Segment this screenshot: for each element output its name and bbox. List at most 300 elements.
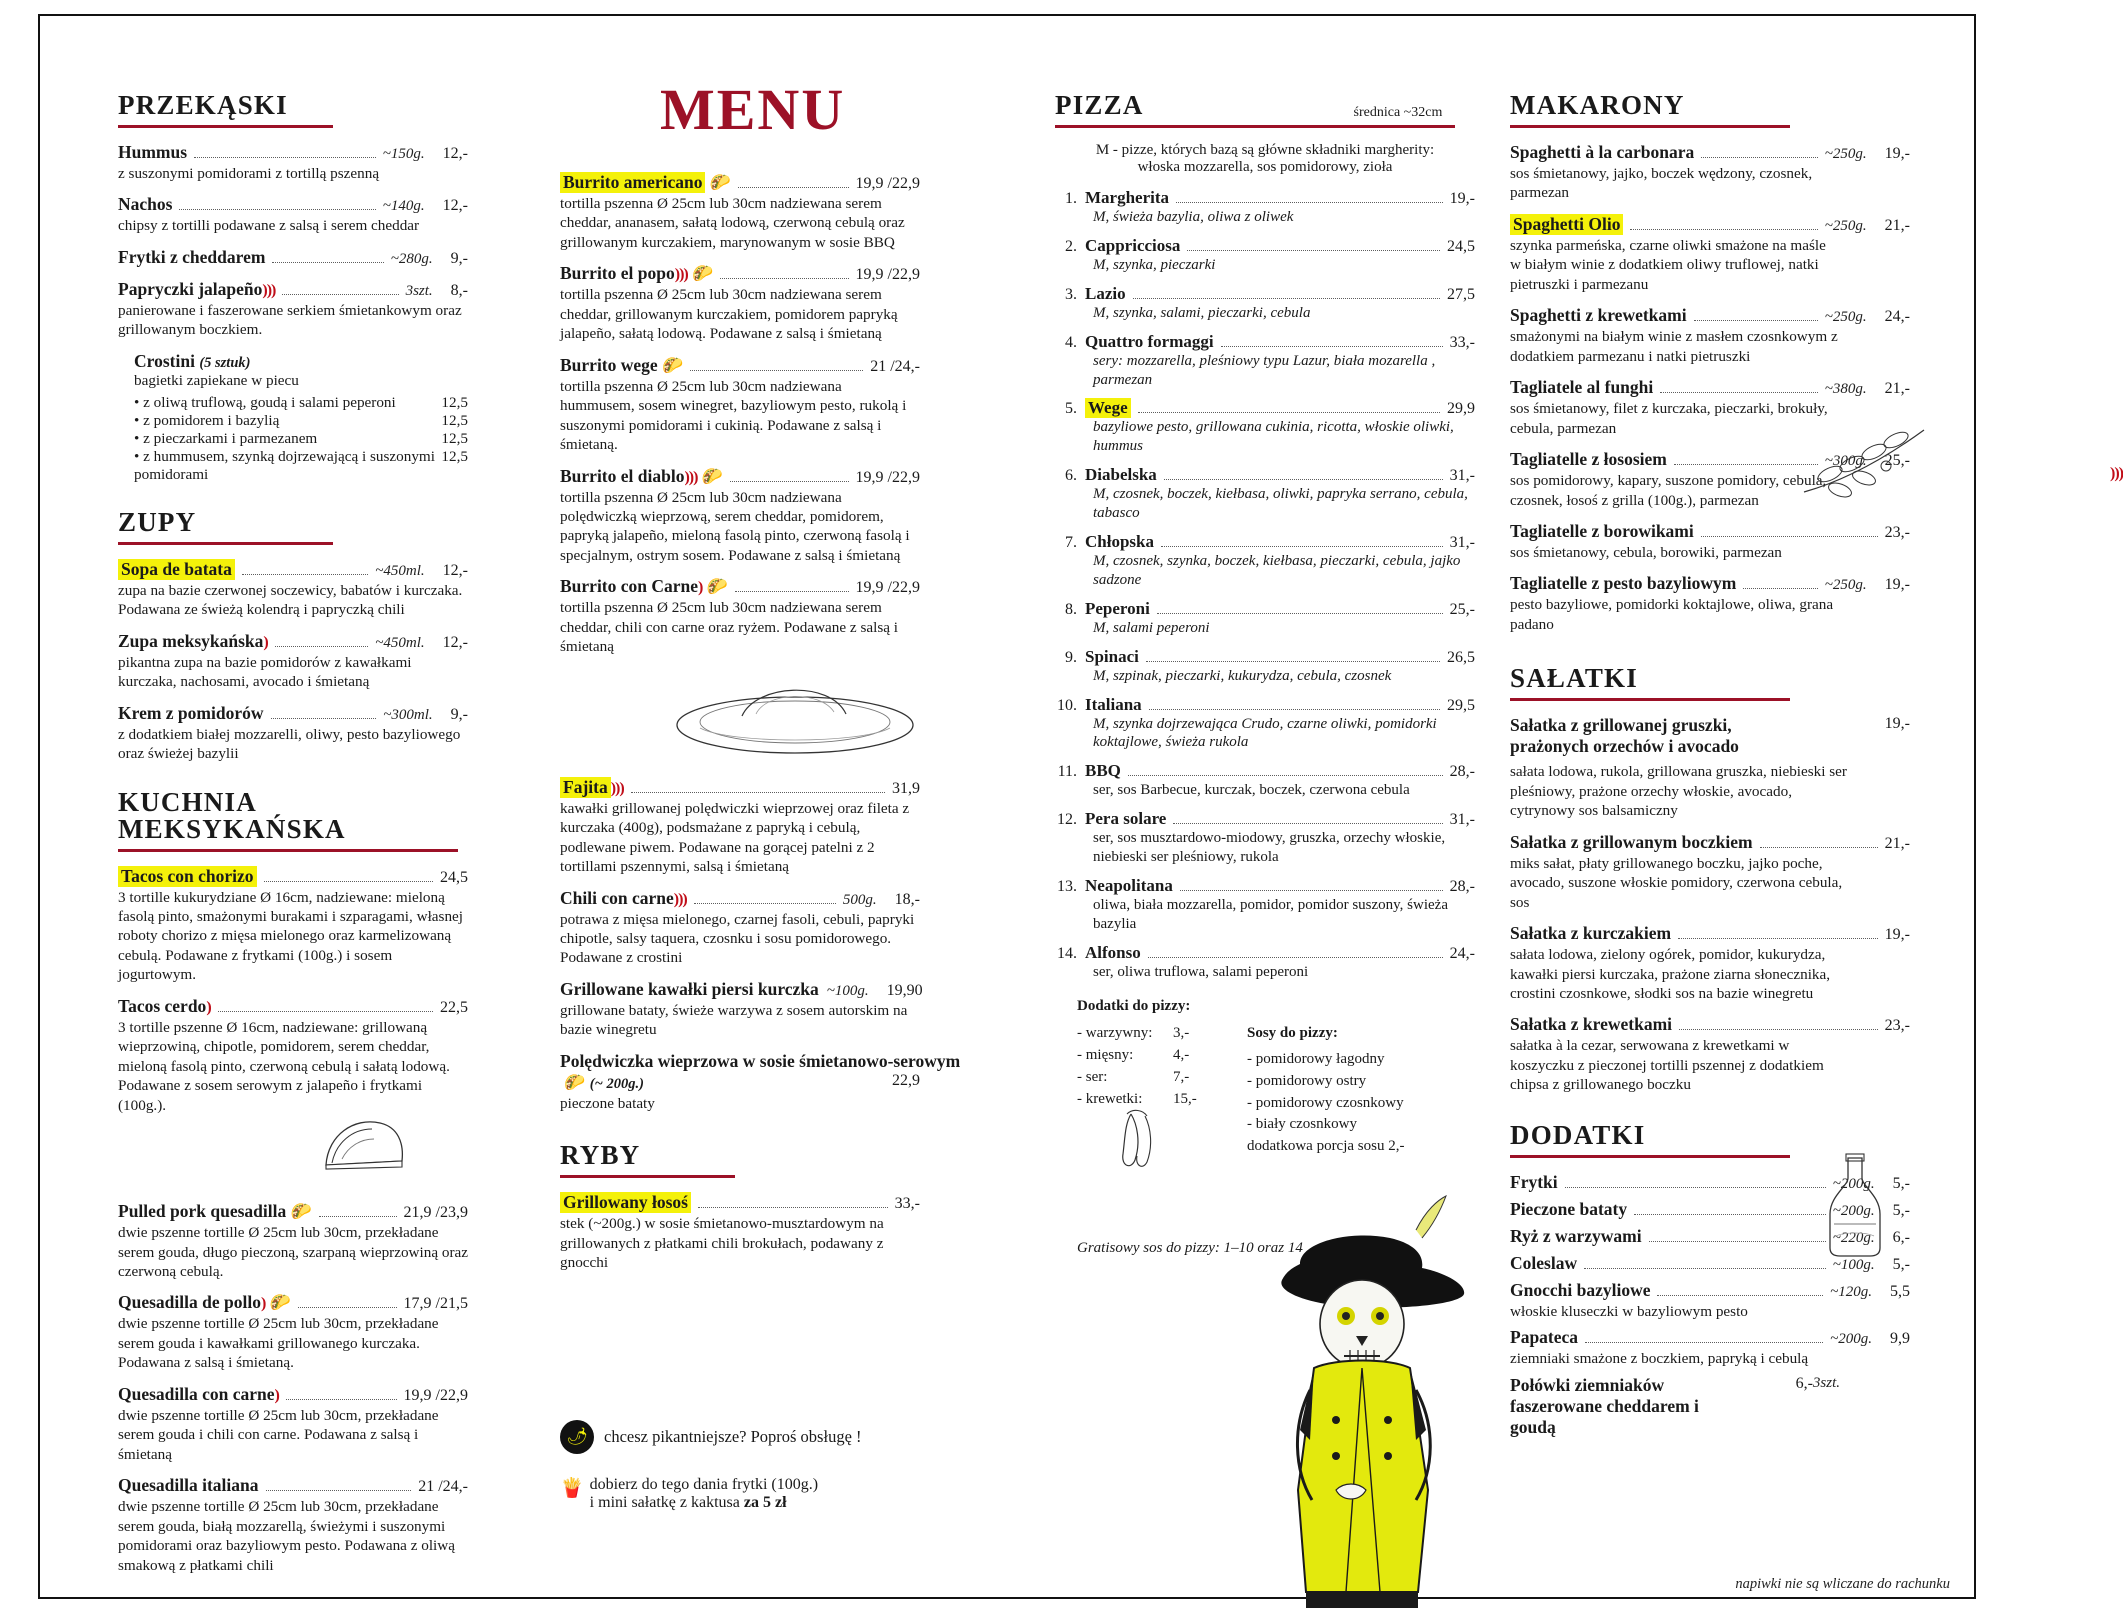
item-price: 29,5 bbox=[1447, 696, 1475, 714]
item-price: 19,90 bbox=[886, 981, 923, 999]
item-name: Tagliatele al funghi bbox=[1510, 377, 1654, 398]
item-gram: ~300ml. bbox=[383, 706, 433, 723]
item-name: Chłopska bbox=[1085, 532, 1154, 552]
section-makarony bbox=[1510, 92, 1910, 634]
item-desc: M, szynka, pieczarki bbox=[1093, 256, 1216, 273]
taco-illustration bbox=[318, 1109, 408, 1179]
leader-dots bbox=[1657, 1295, 1823, 1296]
item-desc: ser, sos musztardowo-miodowy, gruszka, orzechy włoskie, niebieski ser pleśniowy, rukola bbox=[1093, 830, 1446, 866]
item-price: 21,9 /23,9 bbox=[403, 1204, 468, 1222]
leader-dots bbox=[1701, 536, 1878, 537]
item-price: 31,- bbox=[1449, 534, 1475, 552]
sauce-item: - pomidorowy ostry bbox=[1247, 1072, 1367, 1089]
item-name: Sałatka z kurczakiem bbox=[1510, 923, 1672, 944]
item-price: 9,- bbox=[450, 249, 468, 267]
leader-dots bbox=[1146, 661, 1440, 662]
item-desc: oliwa, biała mozzarella, pomidor, pomidor suszony, świeża bazylia bbox=[1093, 897, 1448, 932]
item-gram: ~250g. bbox=[1824, 309, 1867, 326]
leader-dots bbox=[1584, 1268, 1826, 1269]
item-price: 12,- bbox=[442, 197, 468, 215]
item-desc: M, szynka, salami, pieczarki, cebula bbox=[1093, 304, 1311, 321]
leader-dots bbox=[286, 1399, 397, 1400]
chili-peppers-illustration bbox=[1107, 1108, 1187, 1172]
item-desc: tortilla pszenna Ø 25cm lub 30cm nadziewana serem cheddar, ananasem, sałatą lodową, czerwoną cebulą oraz grillowanym kurczakiem, marynowanym w sosie BBQ bbox=[560, 195, 905, 251]
skeleton-mariachi-illustration bbox=[1240, 1190, 1490, 1610]
item-desc: tortilla pszenna Ø 25cm lub 30cm nadziewana serem cheddar, chili con carne oraz ryżem. Podawane z salsą i śmietaną bbox=[560, 599, 898, 656]
chili-icon: ) bbox=[263, 633, 268, 651]
item-price: 8,- bbox=[450, 281, 468, 299]
item-gram: ~100g. bbox=[1832, 1256, 1875, 1273]
item-gram: ~220g. bbox=[1832, 1229, 1875, 1246]
item-desc: panierowane i faszerowane serkiem śmietankowym oraz grillowanym boczkiem. bbox=[118, 301, 462, 339]
item-desc: sałata lodowa, zielony ogórek, pomidor, kukurydza, kawałki piersi kurczaka, prażone ziarna słonecznika, crostini czosnkowe, słodki sos na bazie winegretu bbox=[1510, 946, 1831, 1002]
item-name: Gnocchi bazyliowe bbox=[1510, 1279, 1651, 1300]
leader-dots bbox=[1221, 346, 1443, 347]
sauce-item: - pomidorowy łagodny bbox=[1247, 1051, 1385, 1068]
item-desc: sos śmietanowy, cebula, borowiki, parmezan bbox=[1510, 543, 1782, 561]
spicy-note-text: chcesz pikantniejsze? Poproś obsługę ! bbox=[604, 1427, 862, 1446]
item-name: Coleslaw bbox=[1510, 1252, 1578, 1273]
item-name: Quesadilla con carne bbox=[118, 1383, 275, 1404]
item-price: 21 /24,- bbox=[870, 357, 920, 375]
item-name: Diabelska bbox=[1085, 465, 1157, 485]
section-dodatki bbox=[1510, 1119, 1910, 1438]
section-ryby bbox=[560, 1142, 920, 1272]
item-desc: dwie pszenne tortille Ø 25cm lub 30cm, przekładane serem gouda, białą mozzarellą, świeżymi i suszonymi pomidorami oraz bazyliowym pesto. Podawana z oliwą smakową z płatkami chili bbox=[118, 1498, 455, 1574]
item-gram: ~380g. bbox=[1824, 381, 1867, 398]
item-desc: ziemniaki smażone z boczkiem, papryką i cebulą bbox=[1510, 1350, 1809, 1368]
leader-dots bbox=[1180, 890, 1443, 891]
leader-dots bbox=[275, 646, 369, 647]
menu-item bbox=[1510, 1014, 1910, 1094]
menu-item-chicken bbox=[560, 978, 923, 1040]
item-desc: bazyliowe pesto, grillowana cukinia, ricotta, włoskie oliwki, hummus bbox=[1093, 419, 1454, 455]
chili-icon: ))) bbox=[262, 281, 276, 299]
item-price: 17,9 /21,5 bbox=[403, 1295, 468, 1313]
item-gram: ~450ml. bbox=[375, 562, 425, 579]
leader-dots bbox=[1760, 847, 1878, 848]
sauce-item: - biały czosnkowy bbox=[1247, 1116, 1357, 1133]
leader-dots bbox=[1694, 320, 1818, 321]
divider bbox=[560, 1175, 735, 1178]
pizza-item bbox=[1055, 809, 1475, 867]
chili-icon: ))) bbox=[684, 468, 698, 486]
leader-dots bbox=[1173, 823, 1442, 824]
chili-icon: ) bbox=[206, 998, 211, 1016]
item-gram: ~200g. bbox=[1832, 1175, 1875, 1192]
item-desc: chipsy z tortilli podawane z salsą i serem cheddar bbox=[118, 217, 420, 235]
item-desc: ser, sos Barbecue, kurczak, boczek, czerwona cebula bbox=[1093, 782, 1410, 799]
option-label: • z pomidorem i bazylią bbox=[134, 411, 280, 429]
item-price: 19,9 /22,9 bbox=[855, 579, 920, 597]
leader-dots bbox=[1660, 392, 1818, 393]
item-gram: ~300g. bbox=[1824, 453, 1867, 470]
item-desc: 3 tortille pszenne Ø 16cm, nadziewane: grillowaną wieprzowiną, chipotle, pomidorem, serem cheddar, mieloną fasolą pinto, czerwoną cebulą i sałatą lodową. Podawane z sosem serowym z jalapeño i frytkami (100g.). bbox=[118, 1018, 450, 1114]
leader-dots bbox=[319, 1216, 397, 1217]
item-desc: stek (~200g.) w sosie śmietanowo-musztardowym na grillowanych z płatkami chili brokułach, podawany z gnocchi bbox=[560, 1215, 884, 1272]
item-desc: zupa na bazie czerwonej soczewicy, babatów i kurczaka. Podawana ze świeżą kolendrą i papryczką chili bbox=[118, 581, 463, 619]
section-title-zupy: ZUPY bbox=[118, 506, 197, 537]
spicy-note bbox=[560, 1420, 980, 1454]
menu-item bbox=[118, 194, 468, 235]
item-desc: pikantna zupa na bazie pomidorów z kawałkami kurczaka, nachosami, avocado i śmietaną bbox=[118, 653, 412, 691]
item-name: Frytki bbox=[1510, 1171, 1558, 1192]
leader-dots bbox=[266, 1490, 412, 1491]
menu-item bbox=[560, 355, 920, 455]
item-name: BBQ bbox=[1085, 761, 1121, 781]
chili-icon: ))) bbox=[610, 779, 624, 797]
menu-item bbox=[560, 576, 920, 656]
menu-item-pork bbox=[560, 1050, 961, 1113]
item-price: 31,- bbox=[1449, 811, 1475, 829]
item-price: 26,5 bbox=[1447, 648, 1475, 666]
item-desc: miks sałat, płaty grillowanego boczku, jajko poche, avocado, suszone włoskie pomidory, czerwona cebula, sos bbox=[1510, 854, 1843, 911]
item-name: Hummus bbox=[118, 142, 188, 162]
sombrero-icon: 🌮 bbox=[687, 264, 714, 284]
item-number: 6. bbox=[1065, 467, 1077, 485]
leader-dots bbox=[1678, 938, 1878, 939]
column-burritos bbox=[560, 172, 961, 1284]
item-price: 18,- bbox=[894, 890, 920, 908]
bottle-illustration bbox=[1800, 1152, 1910, 1262]
item-price: 6,- bbox=[1892, 1228, 1910, 1246]
item-price: 24,- bbox=[1884, 308, 1910, 326]
item-name: Burrito americano bbox=[560, 172, 705, 193]
leader-dots bbox=[1630, 229, 1817, 230]
addons-title: Dodatki do pizzy: bbox=[1077, 997, 1191, 1014]
pizza-item bbox=[1055, 284, 1475, 323]
fries-icon: 🍟 bbox=[560, 1478, 584, 1499]
addon-price: 4,- bbox=[1173, 1047, 1190, 1064]
item-name: Burrito el diablo bbox=[560, 465, 685, 486]
item-name: Wege bbox=[1085, 398, 1131, 418]
item-price: 33,- bbox=[894, 1195, 920, 1213]
item-price: 19,- bbox=[1884, 576, 1910, 594]
sombrero-icon: 🌮 bbox=[560, 1072, 586, 1092]
item-desc: kawałki grillowanej polędwiczki wieprzowej oraz fileta z kurczaka (400g), podsmażane z papryką i cebulą, podlewane piwem. Podawane na gorącej patelni z 2 tortillami pszennymi, salsą i śmietaną bbox=[560, 799, 910, 876]
leader-dots bbox=[1701, 157, 1818, 158]
item-name: Sałatka z krewetkami bbox=[1510, 1014, 1673, 1035]
leader-dots bbox=[1743, 588, 1817, 589]
item-name: Quattro formaggi bbox=[1085, 331, 1214, 351]
item-gram: ~120g. bbox=[1830, 1283, 1872, 1300]
item-name: Połówki ziemniaków faszerowane cheddarem i goudą bbox=[1510, 1374, 1699, 1437]
menu-item bbox=[118, 996, 468, 1190]
item-name: Pera solare bbox=[1085, 809, 1167, 829]
item-desc: sos pomidorowy, kapary, suszone pomidory, cebula, czosnek, łosoś z grilla (100g.), parmezan bbox=[1510, 472, 1827, 509]
leader-dots bbox=[1161, 546, 1443, 547]
leader-dots bbox=[242, 574, 368, 575]
item-name: Zupa meksykańska bbox=[118, 630, 264, 651]
chili-icon: ))) bbox=[2110, 465, 2123, 483]
item-name: Grillowany łosoś bbox=[560, 1192, 691, 1213]
item-desc: dwie pszenne tortille Ø 25cm lub 30cm, przekładane serem gouda, długo pieczoną, szarpaną wieprzowiną oraz czerwoną cebulą. bbox=[118, 1224, 469, 1280]
menu-item bbox=[118, 559, 468, 620]
item-price: 19,- bbox=[1884, 145, 1910, 162]
chili-icon: ) bbox=[274, 1386, 279, 1404]
item-price: 6,- bbox=[1795, 1374, 1813, 1392]
item-price: 23,- bbox=[1884, 1017, 1910, 1035]
section-title-makarony: MAKARONY bbox=[1510, 90, 1685, 120]
item-name: Grillowane kawałki piersi kurczka bbox=[560, 978, 819, 999]
item-name: Papryczki jalapeño bbox=[118, 278, 263, 299]
pizza-item bbox=[1055, 943, 1475, 982]
leader-dots bbox=[735, 591, 849, 592]
item-gram: ~140g. bbox=[382, 198, 425, 215]
item-name: Fajita bbox=[560, 777, 611, 798]
menu-item bbox=[560, 466, 920, 566]
item-price: 21,- bbox=[1884, 834, 1910, 852]
section-title-ryby: RYBY bbox=[560, 1140, 641, 1171]
leader-dots bbox=[1133, 298, 1440, 299]
chili-icon: ) bbox=[698, 579, 703, 597]
item-name: Tagliatelle z łososiem bbox=[1510, 449, 1667, 470]
item-name: Pulled pork quesadilla bbox=[118, 1201, 287, 1222]
divider bbox=[118, 125, 333, 128]
item-gram: 3szt. bbox=[405, 282, 433, 299]
pizza-item bbox=[1055, 599, 1475, 638]
chili-icon: ) bbox=[260, 1295, 266, 1313]
leader-dots bbox=[1157, 613, 1443, 614]
item-name: Frytki z cheddarem bbox=[118, 246, 266, 267]
item-name: Italiana bbox=[1085, 694, 1142, 714]
item-gram: ~200g. bbox=[1830, 1331, 1872, 1348]
pizza-item bbox=[1055, 236, 1475, 275]
item-price: 19,9 /22,9 bbox=[403, 1386, 468, 1404]
item-name: Quesadilla italiana bbox=[118, 1475, 259, 1496]
item-price: 9,9 bbox=[1890, 1330, 1910, 1348]
item-price: 19,- bbox=[1884, 715, 1910, 733]
item-price: 19,9 /22,9 bbox=[855, 266, 920, 284]
item-desc: smażonymi na białym winie z masłem czosnkowym z dodatkiem parmezanu i natki pietruszki bbox=[1510, 328, 1838, 365]
olive-branch-illustration bbox=[1800, 422, 1930, 502]
leader-dots bbox=[1674, 464, 1818, 465]
fries-note-line1: dobierz do tego dania frytki (100g.) bbox=[589, 1476, 819, 1493]
item-name: Cappricciosa bbox=[1085, 235, 1181, 255]
leader-dots bbox=[194, 157, 376, 158]
leader-dots bbox=[690, 370, 863, 371]
item-price: 21,- bbox=[1884, 380, 1910, 398]
fries-note-price: za 5 zł bbox=[743, 1494, 787, 1511]
item-name: Spaghetti à la carbonara bbox=[1510, 142, 1695, 162]
pizza-item bbox=[1055, 398, 1475, 456]
pizza-item bbox=[1055, 695, 1475, 753]
menu-item bbox=[1510, 1327, 1910, 1368]
column-snacks bbox=[118, 92, 468, 1586]
item-name: Sałatka z grillowanej gruszki, prażonych orzechów i avocado bbox=[1510, 715, 1739, 757]
item-gram: ~250g. bbox=[1824, 146, 1867, 162]
item-number: 1. bbox=[1065, 190, 1077, 207]
item-desc: sałata lodowa, rukola, grillowana gruszka, niebieski ser pleśniowy, prażone orzechy włoskie, avocado, cytrynowy sos balsamiczny bbox=[1510, 763, 1847, 820]
free-sauce-note: Gratisowy sos do pizzy: 1–10 oraz 14 bbox=[1077, 1239, 1303, 1256]
item-name: Pieczone bataty bbox=[1510, 1198, 1628, 1219]
item-desc: M, szynka dojrzewająca Crudo, czarne oliwki, pomidorki koktajlowe, świeża rukola bbox=[1093, 715, 1437, 751]
footnote: napiwki nie są wliczane do rachunku bbox=[1735, 1576, 1950, 1592]
menu-item bbox=[118, 142, 468, 183]
sauce-item: - pomidorowy czosnkowy bbox=[1247, 1094, 1404, 1111]
item-name: Tagliatelle z pesto bazyliowym bbox=[1510, 573, 1737, 594]
divider bbox=[1510, 125, 1790, 128]
leader-dots bbox=[282, 294, 398, 295]
divider bbox=[118, 542, 333, 545]
item-qty: (~ 200g.) bbox=[589, 1075, 644, 1092]
item-desc: M, szpinak, pieczarki, kukurydza, cebula, czosnek bbox=[1093, 667, 1392, 684]
leader-dots bbox=[179, 209, 375, 210]
item-name: Margherita bbox=[1085, 188, 1170, 207]
item-price: 12,- bbox=[442, 633, 468, 651]
menu-item bbox=[1510, 1375, 1910, 1438]
item-number: 7. bbox=[1065, 534, 1077, 552]
item-desc: sery: mozzarella, pleśniowy typu Lazur, biała mozarella , parmezan bbox=[1093, 352, 1436, 388]
leader-dots bbox=[1176, 202, 1443, 203]
menu-item bbox=[118, 703, 468, 764]
item-desc: sos śmietanowy, filet z kurczaka, pieczarki, brokuły, cebula, parmezan bbox=[1510, 400, 1828, 437]
item-desc: tortilla pszenna Ø 25cm lub 30cm nadziewana polędwiczką wieprzową, serem cheddar, pomidorem, papryką jalapeño, mieloną fasolą pinto, czerwoną fasolą i specjalnym, ostrym sosem. Podawane z salsą i śmietaną bbox=[560, 488, 910, 564]
item-name: Chili con carne bbox=[560, 887, 674, 908]
item-desc: M, salami peperoni bbox=[1093, 619, 1210, 636]
menu-item-crostini bbox=[118, 351, 468, 484]
item-name: Tacos cerdo bbox=[118, 995, 207, 1016]
item-price: 31,- bbox=[1449, 467, 1475, 485]
leader-dots bbox=[271, 718, 377, 719]
leader-dots bbox=[1679, 1029, 1878, 1030]
item-name: Polędwiczka wieprzowa w sosie śmietanowo-serowym bbox=[560, 1050, 961, 1071]
menu-item bbox=[118, 1292, 468, 1372]
menu-item bbox=[560, 172, 920, 252]
item-number: 4. bbox=[1065, 333, 1077, 351]
item-number: 3. bbox=[1065, 285, 1077, 303]
item-desc: ser, oliwa truflowa, salami peperoni bbox=[1093, 963, 1309, 980]
pizza-intro bbox=[1055, 142, 1475, 176]
item-number: 9. bbox=[1065, 648, 1077, 666]
item-price: 5,- bbox=[1892, 1174, 1910, 1192]
item-desc: tortilla pszenna Ø 25cm lub 30cm nadziewana hummusem, sosem winegret, bazyliowym pesto, rukolą i suszonymi pomidorami i cukinią. Podawane z salsą i śmietaną. bbox=[560, 377, 907, 454]
item-desc: szynka parmeńska, czarne oliwki smażone na maśle w białym winie z dodatkiem oliwy truflowej, natki pietruszki i parmezanu bbox=[1510, 236, 1826, 293]
bottom-notes bbox=[560, 1420, 980, 1512]
menu-item bbox=[1510, 832, 1910, 912]
item-name: Krem z pomidorów bbox=[118, 702, 264, 723]
section-title-pizza: PIZZA bbox=[1055, 90, 1144, 120]
item-number: 13. bbox=[1057, 878, 1077, 896]
item-number: 12. bbox=[1057, 811, 1077, 829]
item-number: 5. bbox=[1065, 400, 1077, 418]
sauces-title: Sosy do pizzy: bbox=[1247, 1025, 1338, 1042]
item-gram: 3szt. bbox=[1812, 1374, 1840, 1391]
section-salatki bbox=[1510, 665, 1910, 1094]
addon-price: 7,- bbox=[1173, 1068, 1190, 1085]
addon-price: 15,- bbox=[1173, 1090, 1197, 1107]
leader-dots bbox=[272, 262, 383, 263]
item-desc: z dodatkiem białej mozzarelli, oliwy, pesto bazyliowego oraz świeżej bazylii bbox=[118, 725, 461, 763]
menu-item bbox=[1510, 573, 1910, 634]
leader-dots bbox=[298, 1307, 397, 1308]
item-name: Tacos con chorizo bbox=[118, 866, 257, 887]
page-title: MENU bbox=[660, 77, 846, 142]
item-price: 19,9 /22,9 bbox=[855, 175, 920, 192]
leader-dots bbox=[720, 278, 848, 279]
item-price: 22,5 bbox=[440, 998, 468, 1016]
menu-item bbox=[118, 1384, 468, 1464]
section-title-dodatki: DODATKI bbox=[1510, 1119, 1646, 1150]
item-gram: ~100g. bbox=[826, 982, 869, 999]
leader-dots bbox=[1164, 479, 1443, 480]
leader-dots bbox=[694, 903, 836, 904]
item-name: Peperoni bbox=[1085, 598, 1150, 618]
section-przekaski bbox=[118, 92, 468, 484]
item-desc: pieczone bataty bbox=[560, 1094, 655, 1112]
item-gram: 500g. bbox=[842, 891, 877, 908]
chili-icon: ))) bbox=[673, 890, 687, 908]
item-price: 21,- bbox=[1884, 216, 1910, 234]
leader-dots bbox=[1565, 1187, 1826, 1188]
item-name: Burrito el popo bbox=[560, 263, 675, 284]
item-price: 33,- bbox=[1449, 333, 1475, 351]
item-price: 25,- bbox=[1884, 452, 1910, 470]
item-price: 19,9 /22,9 bbox=[855, 468, 920, 486]
divider bbox=[118, 849, 458, 852]
item-gram: ~250g. bbox=[1824, 217, 1867, 234]
item-desc: potrawa z mięsa mielonego, czarnej fasoli, cebuli, papryki chipotle, salsy taquera, czosnku i sosu pomidorowego. Podawane z crostini bbox=[560, 910, 915, 967]
item-name: Sopa de batata bbox=[118, 559, 235, 580]
menu-item bbox=[1510, 521, 1910, 562]
item-name: Nachos bbox=[118, 194, 173, 215]
sombrero-icon: 🌮 bbox=[286, 1202, 312, 1222]
menu-item bbox=[118, 247, 468, 268]
item-price: 29,9 bbox=[1447, 400, 1475, 418]
leader-dots bbox=[1128, 775, 1443, 776]
sauce-extra: dodatkowa porcja sosu 2,- bbox=[1247, 1138, 1405, 1155]
item-number: 11. bbox=[1057, 763, 1077, 781]
item-desc: 3 tortille kukurydziane Ø 16cm, nadziewane: mieloną fasolą pinto, smażonymi burakami i szparagami, własnej roboty chorizo z mięsa mielonego oraz karmelizowaną cebulą. Podawane z frytkami (100g.) i sosem jogurtowym. bbox=[118, 888, 463, 984]
leader-dots bbox=[1148, 957, 1443, 958]
menu-item-chili bbox=[560, 888, 920, 968]
item-number: 2. bbox=[1065, 237, 1077, 255]
item-price: 19,- bbox=[1449, 190, 1475, 207]
fries-note-line2: i mini sałatkę z kaktusa bbox=[589, 1494, 740, 1511]
item-price: 12,- bbox=[442, 145, 468, 162]
item-price: 24,5 bbox=[440, 868, 468, 886]
sombrero-icon: 🌮 bbox=[705, 173, 731, 192]
chili-icon: ))) bbox=[674, 266, 688, 284]
leader-dots bbox=[730, 481, 849, 482]
crostini-options bbox=[134, 394, 468, 484]
item-price: 27,5 bbox=[1447, 285, 1475, 303]
menu-item bbox=[1510, 1280, 1910, 1321]
addon-label: - warzywny: bbox=[1077, 1025, 1153, 1042]
addon-label: - mięsny: bbox=[1077, 1047, 1134, 1064]
menu-item bbox=[118, 1475, 468, 1575]
menu-item bbox=[1510, 142, 1910, 203]
divider bbox=[1055, 125, 1455, 128]
item-price: 12,- bbox=[442, 561, 468, 579]
item-qty: (5 sztuk) bbox=[199, 354, 251, 371]
leader-dots bbox=[218, 1011, 433, 1012]
leader-dots bbox=[264, 881, 433, 882]
item-name: Spaghetti z krewetkami bbox=[1510, 305, 1687, 326]
item-price: 22,9 bbox=[892, 1071, 920, 1089]
item-name: Tagliatelle z borowikami bbox=[1510, 520, 1694, 541]
item-name: Burrito wege bbox=[560, 354, 658, 375]
menu-item bbox=[118, 279, 468, 340]
item-number: 10. bbox=[1057, 696, 1077, 714]
item-name: Papateca bbox=[1510, 1327, 1579, 1348]
item-name: Neapolitana bbox=[1085, 876, 1173, 896]
option-price: 12,5 bbox=[441, 393, 468, 411]
item-price: 9,- bbox=[450, 705, 468, 723]
pizza-item bbox=[1055, 188, 1475, 227]
option-price: 12,5 bbox=[441, 411, 468, 429]
pizza-diameter: średnica ~32cm bbox=[1353, 105, 1443, 120]
